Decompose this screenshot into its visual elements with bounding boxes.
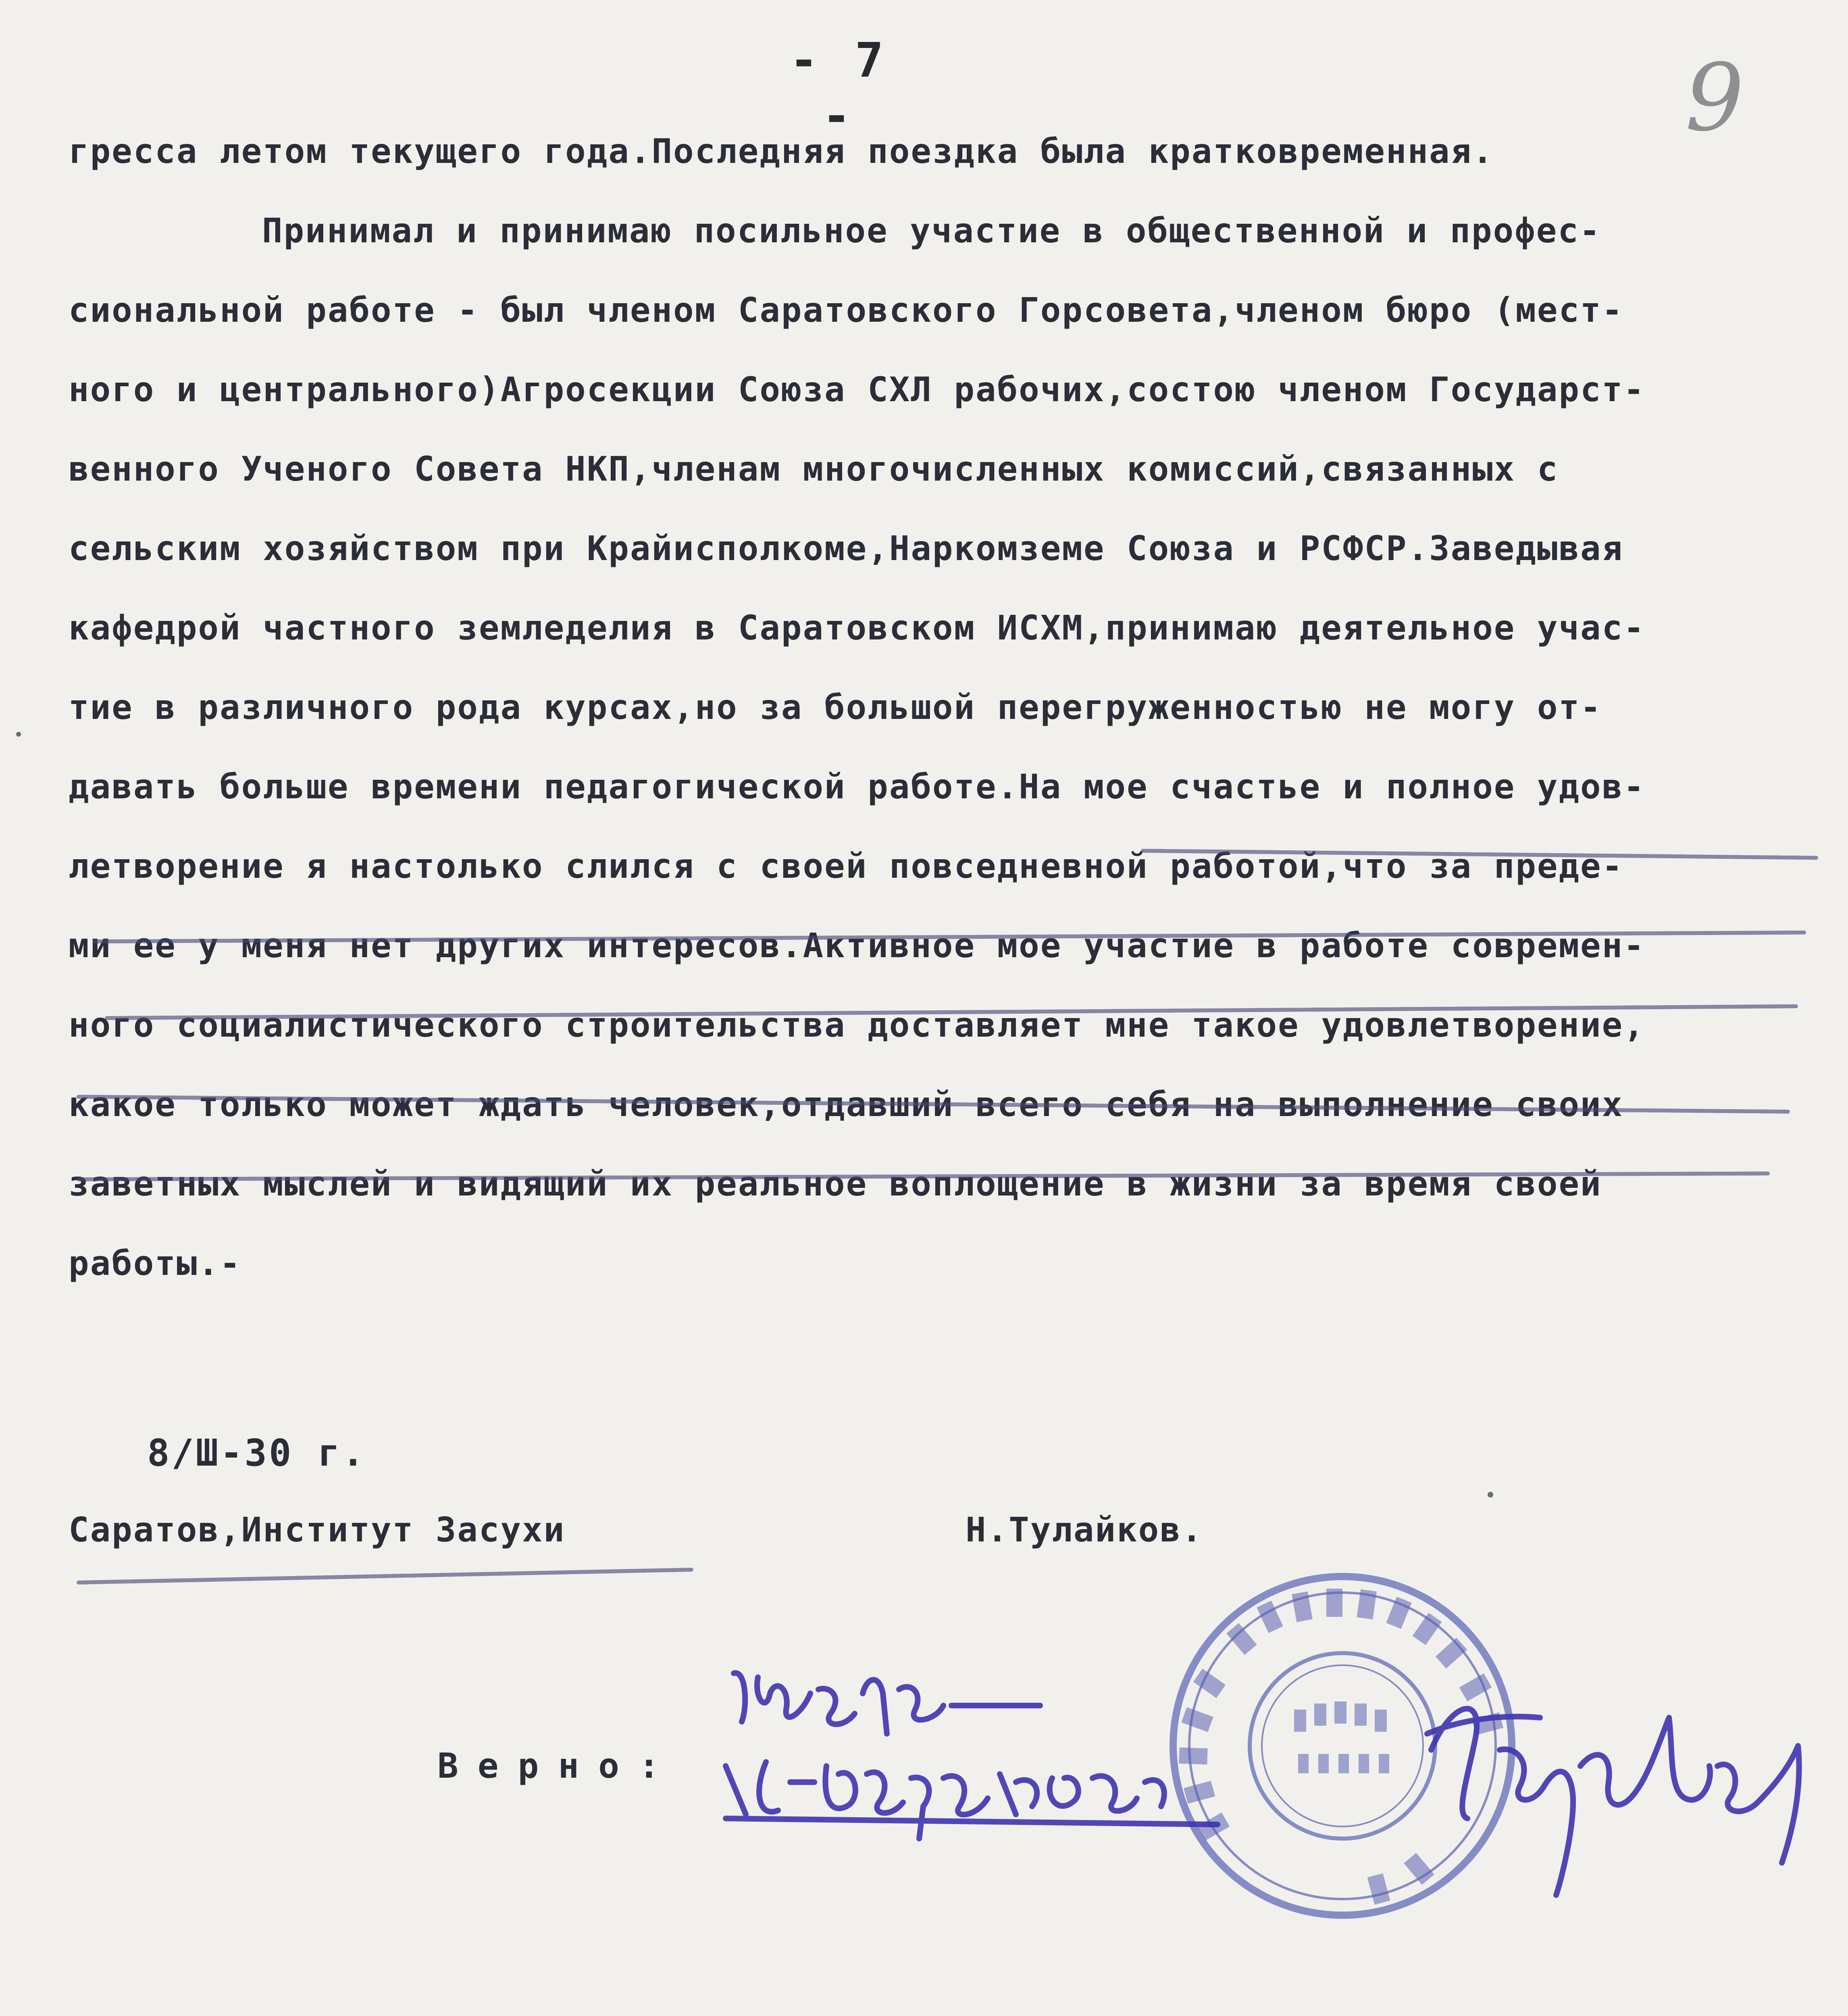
body-line: гресса летом текущего года.Последняя поездка была кратковременная.	[69, 131, 1494, 171]
body-line: Принимал и принимаю посильное участие в общественной и профес-	[262, 211, 1601, 250]
body-line: летворение я настолько слился с своей повседневной работой,что за преде-	[69, 846, 1624, 886]
body-line: ми ее у меня нет других интересов.Активное мое участие в работе современ-	[69, 926, 1645, 965]
paper-speck	[1488, 1492, 1493, 1497]
body-line: сиональной работе - был членом Саратовского Горсовета,членом бюро (мест-	[69, 290, 1624, 330]
body-line: какое только может ждать человек,отдавший всего себя на выполнение своих	[69, 1085, 1624, 1124]
body-text	[69, 129, 1822, 1320]
body-line: ного и центрального)Агросекции Союза СХЛ рабочих,состою членом Государст-	[69, 370, 1645, 409]
archive-sheet-number: 9	[1685, 44, 1744, 152]
body-line: работы.-	[69, 1243, 241, 1283]
body-line: ного социалистического строительства доставляет мне такое удовлетворение,	[69, 1005, 1645, 1045]
document-date: 8/Ш-30 г.	[147, 1431, 366, 1475]
body-line: давать больше времени педагогической работе.На мое счастье и полное удов-	[69, 767, 1645, 806]
pencil-underline	[77, 1568, 693, 1585]
certified-label: Верно:	[437, 1746, 679, 1786]
handwritten-signature	[710, 1645, 1822, 1927]
author-name: Н.Тулайков.	[966, 1510, 1203, 1549]
paper-speck	[16, 732, 21, 737]
page-number: - 7 -	[789, 32, 888, 144]
body-line: сельским хозяйством при Крайисполкоме,Наркомземе Союза и РСФСР.Заведывая	[69, 529, 1624, 568]
place-of-issue: Саратов,Институт Засухи	[69, 1510, 566, 1549]
body-line: заветных мыслей и видящий их реальное воплощение в жизни за время своей	[69, 1164, 1602, 1204]
body-line: тие в различного рода курсах,но за большой перегруженностью не могу от-	[69, 687, 1602, 727]
body-line: венного Ученого Совета НКП,членам многочисленных комиссий,связанных с	[69, 449, 1559, 489]
body-line: кафедрой частного земледелия в Саратовском ИСХМ,принимаю деятельное учас-	[69, 608, 1645, 648]
